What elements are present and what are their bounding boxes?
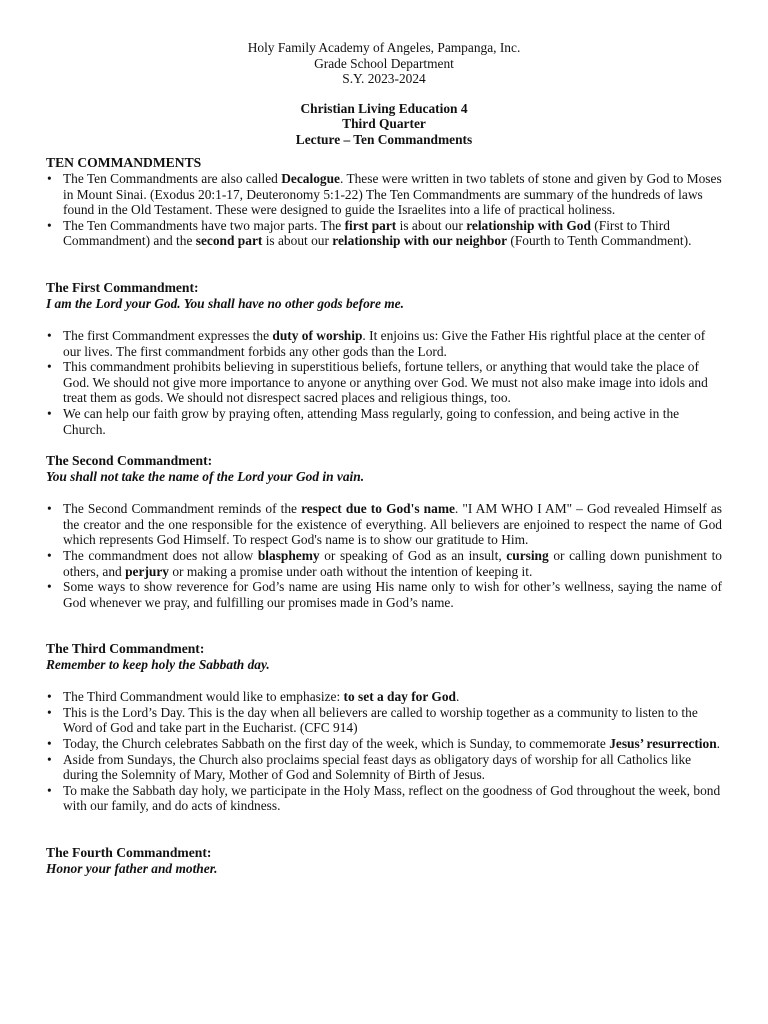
commandment-verse: Remember to keep holy the Sabbath day.: [46, 657, 270, 673]
lecture-title: Lecture – Ten Commandments: [295, 131, 473, 147]
text-run: . These were written in two tablets of stone and given by God to Moses in Mount Sinai. (Exodus 20:1-17, Deuteronomy 5:1-22) The Ten Commandments are summary of the hundreds of laws found in the Old Testament. These were designed to guide the Israelites into a life of practical holiness.: [63, 171, 722, 218]
bold-term: Decalogue: [281, 171, 340, 186]
text-run: To make the Sabbath day holy, we participate in the Holy Mass, reflect on the goodness of God throughout the week, bond with our family, and do acts of kindness.: [63, 782, 721, 814]
text-run: This commandment prohibits believing in superstitious beliefs, fortune tellers, or anything that would take the place of God. We should not give more importance to anyone or anything over God. We must not also make image into idols and treat them as gods. We should not disrespect sacred places and religious things, too.: [63, 359, 708, 406]
bold-term: blasphemy: [257, 547, 320, 563]
list-item: [46, 548, 722, 579]
list-item: [46, 736, 722, 752]
list-item: [46, 218, 722, 249]
course-title-block: [46, 101, 722, 148]
text-run: Aside from Sundays, the Church also proclaims special feast days as obligatory days of worship for all Catholics like during the Solemnity of Mary, Mother of God and Solemnity of Birth of Jesus.: [63, 751, 692, 783]
text-run: We can help our faith grow by praying often, attending Mass regularly, going to confession, and being active in the Church.: [63, 405, 680, 437]
text-run: is about our: [262, 233, 333, 249]
bold-term: relationship with God: [466, 217, 591, 233]
text-run: (First to Third Commandment) and the: [63, 217, 670, 249]
bullet-list: [46, 328, 722, 437]
list-item: [46, 752, 722, 783]
text-run: The Third Commandment would like to emphasize:: [63, 689, 344, 705]
list-item: [46, 501, 722, 548]
text-run: (Fourth to Tenth Commandment).: [507, 233, 692, 249]
text-run: or making a promise under oath without the intention of keeping it.: [169, 563, 533, 579]
text-run: The Second Commandment reminds of the: [63, 501, 302, 517]
text-run: The Ten Commandments are also called: [63, 171, 282, 186]
list-item: [46, 579, 722, 610]
bullet-list: [46, 501, 722, 610]
bold-term: relationship with our neighbor: [332, 233, 508, 249]
section-second-commandment: [46, 453, 722, 610]
bold-term: perjury: [125, 563, 169, 579]
department-name: Grade School Department: [314, 55, 454, 71]
commandment-verse: Honor your father and mother.: [46, 861, 218, 877]
bold-term: cursing: [506, 547, 549, 563]
bold-term: first part: [344, 217, 397, 233]
section-heading: The First Commandment:: [46, 279, 199, 295]
quarter-title: Third Quarter: [342, 116, 426, 131]
list-item: [46, 171, 722, 218]
text-run: is about our: [396, 217, 467, 233]
text-run: The Ten Commandments have two major parts. The: [63, 217, 345, 233]
text-run: or speaking of God as an insult,: [319, 547, 507, 563]
text-run: . It enjoins us: Give the Father His rightful place at the center of our lives. The first commandment forbids any other gods than the Lord.: [63, 327, 706, 359]
list-item: [46, 689, 722, 705]
commandment-verse: You shall not take the name of the Lord your God in vain.: [46, 469, 365, 485]
section-heading: The Third Commandment:: [46, 641, 205, 657]
text-run: .: [716, 736, 721, 752]
bullet-list: [46, 689, 722, 814]
list-item: [46, 359, 722, 406]
text-run: Some ways to show reverence for God’s name are using His name only to wish for other’s wellness, saying the name of God whenever we pray, and fulfilling our promises made in God’s name.: [63, 579, 722, 610]
subject-title: Christian Living Education 4: [300, 100, 468, 116]
list-item: [46, 406, 722, 437]
bold-term: second part: [195, 233, 263, 249]
text-run: Today, the Church celebrates Sabbath on the first day of the week, which is Sunday, to commemorate: [63, 736, 610, 752]
text-run: The commandment does not allow: [63, 547, 258, 563]
bold-term: respect due to God's name: [301, 501, 455, 517]
commandment-verse: I am the Lord your God. You shall have no other gods before me.: [46, 295, 404, 311]
bullet-list: [46, 171, 722, 249]
section-heading: The Second Commandment:: [46, 453, 213, 469]
school-year: S.Y. 2023-2024: [342, 71, 426, 86]
section-third-commandment: [46, 641, 722, 814]
text-run: This is the Lord’s Day. This is the day when all believers are called to worship together as a community to listen to the Word of God and take part in the Eucharist. (CFC 914): [63, 704, 698, 736]
text-run: .: [456, 689, 460, 705]
section-heading: TEN COMMANDMENTS: [46, 155, 202, 170]
school-name: Holy Family Academy of Angeles, Pampanga, Inc.: [247, 40, 521, 55]
list-item: [46, 783, 722, 814]
bold-term: to set a day for God: [343, 689, 456, 705]
section-heading: The Fourth Commandment:: [46, 845, 212, 861]
list-item: [46, 328, 722, 359]
bold-term: Jesus’ resurrection: [609, 736, 717, 752]
section-fourth-commandment: [46, 845, 722, 877]
list-item: [46, 705, 722, 736]
text-run: . "I AM WHO I AM" – God revealed Himself as the creator and the one responsible for the existence of everything. All believers are enjoined to respect the name of God which represents God Himself. To respect God's name is to show our gratitude to Him.: [63, 501, 723, 548]
section-first-commandment: [46, 280, 722, 437]
document-header: [46, 40, 722, 87]
text-run: or calling down punishment to others, and: [63, 547, 722, 579]
text-run: The first Commandment expresses the: [63, 327, 273, 343]
section-intro: [46, 155, 722, 249]
bold-term: duty of worship: [272, 327, 363, 343]
